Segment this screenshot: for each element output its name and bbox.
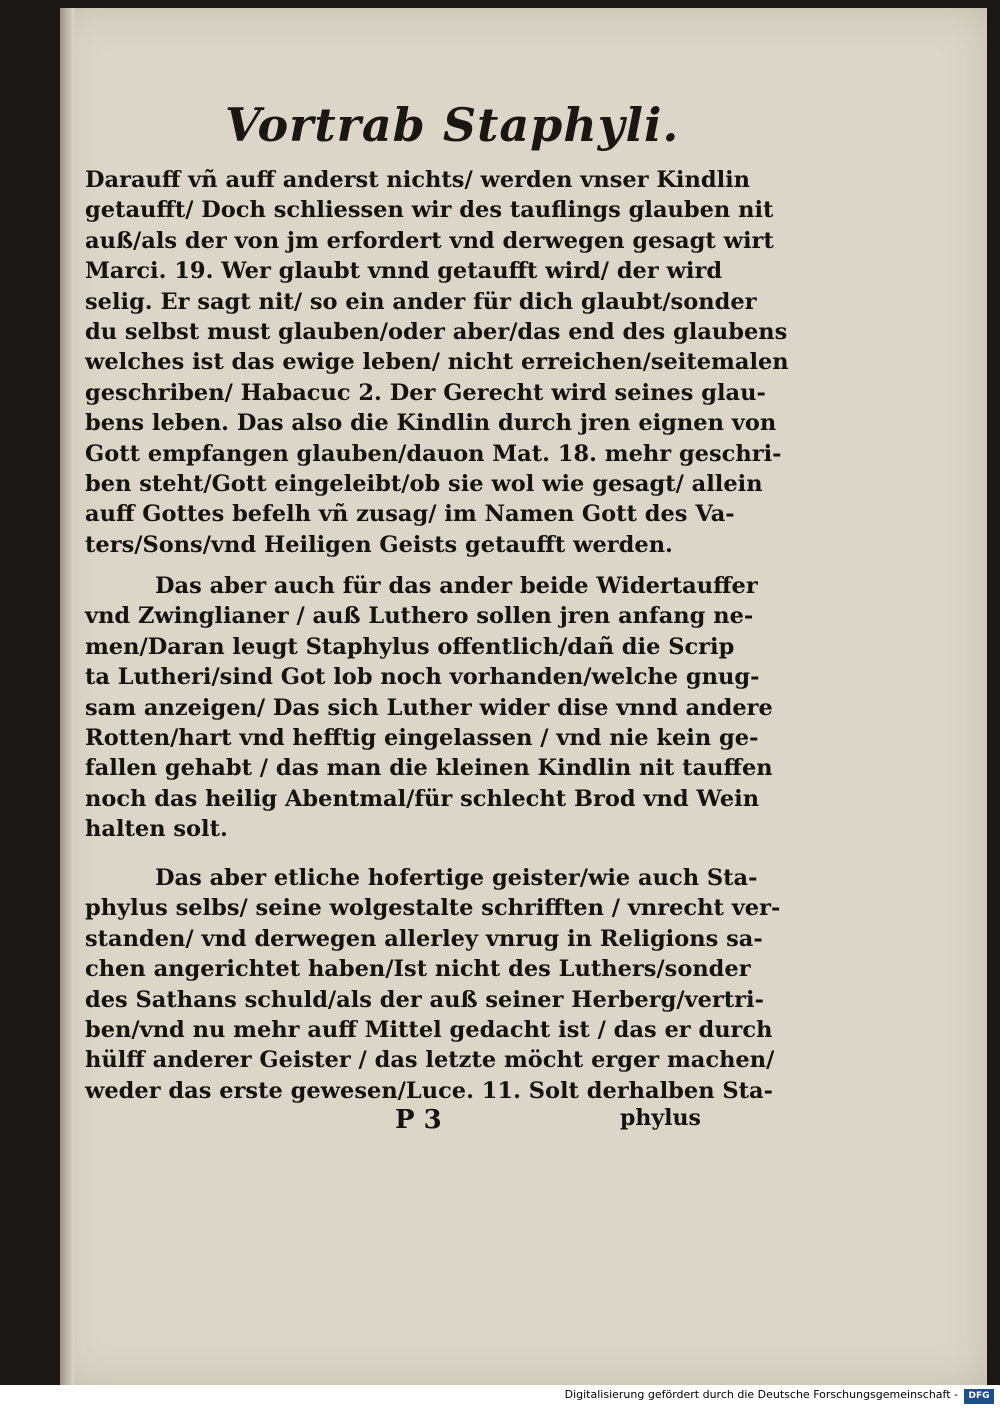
text-line: ben/vnd nu mehr auff Mittel gedacht ist / das er durch (85, 1016, 773, 1043)
catchword: phylus (620, 1105, 701, 1131)
text-line: Das aber etliche hofertige geister/wie auch Sta- (155, 865, 758, 891)
text-line: Darauff vñ auff anderst nichts/ werden vnser Kindlin (85, 167, 751, 193)
text-line: Rotten/hart vnd hefftig eingelassen / vnd nie kein ge- (85, 724, 759, 751)
paragraph-3 (85, 863, 781, 1106)
text-line: fallen gehabt / das man die kleinen Kindlin nit tauffen (85, 755, 773, 782)
paragraph-1 (85, 165, 789, 560)
text-line: des Sathans schuld/als der auß seiner Herberg/vertri- (85, 986, 764, 1013)
text-line: men/Daran leugt Staphylus offentlich/dañ die Scrip (85, 633, 735, 660)
text-line: getaufft/ Doch schliessen wir des tauflings glauben nit (85, 197, 774, 224)
text-line: weder das erste gewesen/Luce. 11. Solt derhalben Sta- (85, 1077, 773, 1104)
dfg-logo: DFG (964, 1389, 994, 1404)
text-line: Das aber auch für das ander beide Widertauffer (155, 573, 758, 599)
text-line: selig. Er sagt nit/ so ein ander für dich glaubt/sonder (85, 288, 757, 315)
text-line: Marci. 19. Wer glaubt vnnd getaufft wird/ der wird (85, 258, 723, 285)
text-line: ters/Sons/vnd Heiligen Geists getaufft werden. (85, 531, 673, 558)
text-line: sam anzeigen/ Das sich Luther wider dise vnnd andere (85, 694, 773, 721)
text-line: halten solt. (85, 816, 228, 843)
text-line: phylus selbs/ seine wolgestalte schrifften / vnrecht ver- (85, 895, 781, 922)
text-line: auß/als der von jm erfordert vnd derwegen gesagt wirt (85, 227, 774, 254)
text-line: auff Gottes befelh vñ zusag/ im Namen Gott des Va- (85, 501, 735, 528)
text-line: vnd Zwinglianer / auß Luthero sollen jren anfang ne- (85, 603, 754, 630)
text-line: welches ist das ewige leben/ nicht erreichen/seitemalen (85, 349, 789, 376)
text-line: noch das heilig Abentmal/für schlecht Brod vnd Wein (85, 785, 760, 812)
funding-credit: Digitalisierung gefördert durch die Deutsche Forschungsgemeinschaft - (564, 1388, 958, 1401)
text-line: hülff anderer Geister / das letzte möcht erger machen/ (85, 1047, 775, 1074)
footer-bar (0, 1385, 1000, 1409)
text-line: Gott empfangen glauben/dauon Mat. 18. mehr geschri- (85, 440, 782, 467)
text-line: standen/ vnd derwegen allerley vnrug in Religions sa- (85, 925, 763, 952)
text-line: ta Lutheri/sind Got lob noch vorhanden/welche gnug- (85, 664, 760, 691)
paragraph-2 (85, 571, 773, 845)
text-line: du selbst must glauben/oder aber/das end des glaubens (85, 318, 788, 345)
text-line: bens leben. Das also die Kindlin durch jren eignen von (85, 410, 777, 437)
text-line: ben steht/Gott eingeleibt/ob sie wol wie gesagt/ allein (85, 470, 763, 497)
page-gutter-shadow (60, 8, 74, 1385)
running-head: Vortrab Staphyli. (225, 98, 680, 152)
text-line: chen angerichtet haben/Ist nicht des Luthers/sonder (85, 956, 751, 983)
book-page (60, 8, 987, 1385)
text-line: geschriben/ Habacuc 2. Der Gerecht wird seines glau- (85, 379, 766, 406)
signature-mark: P 3 (395, 1105, 442, 1135)
